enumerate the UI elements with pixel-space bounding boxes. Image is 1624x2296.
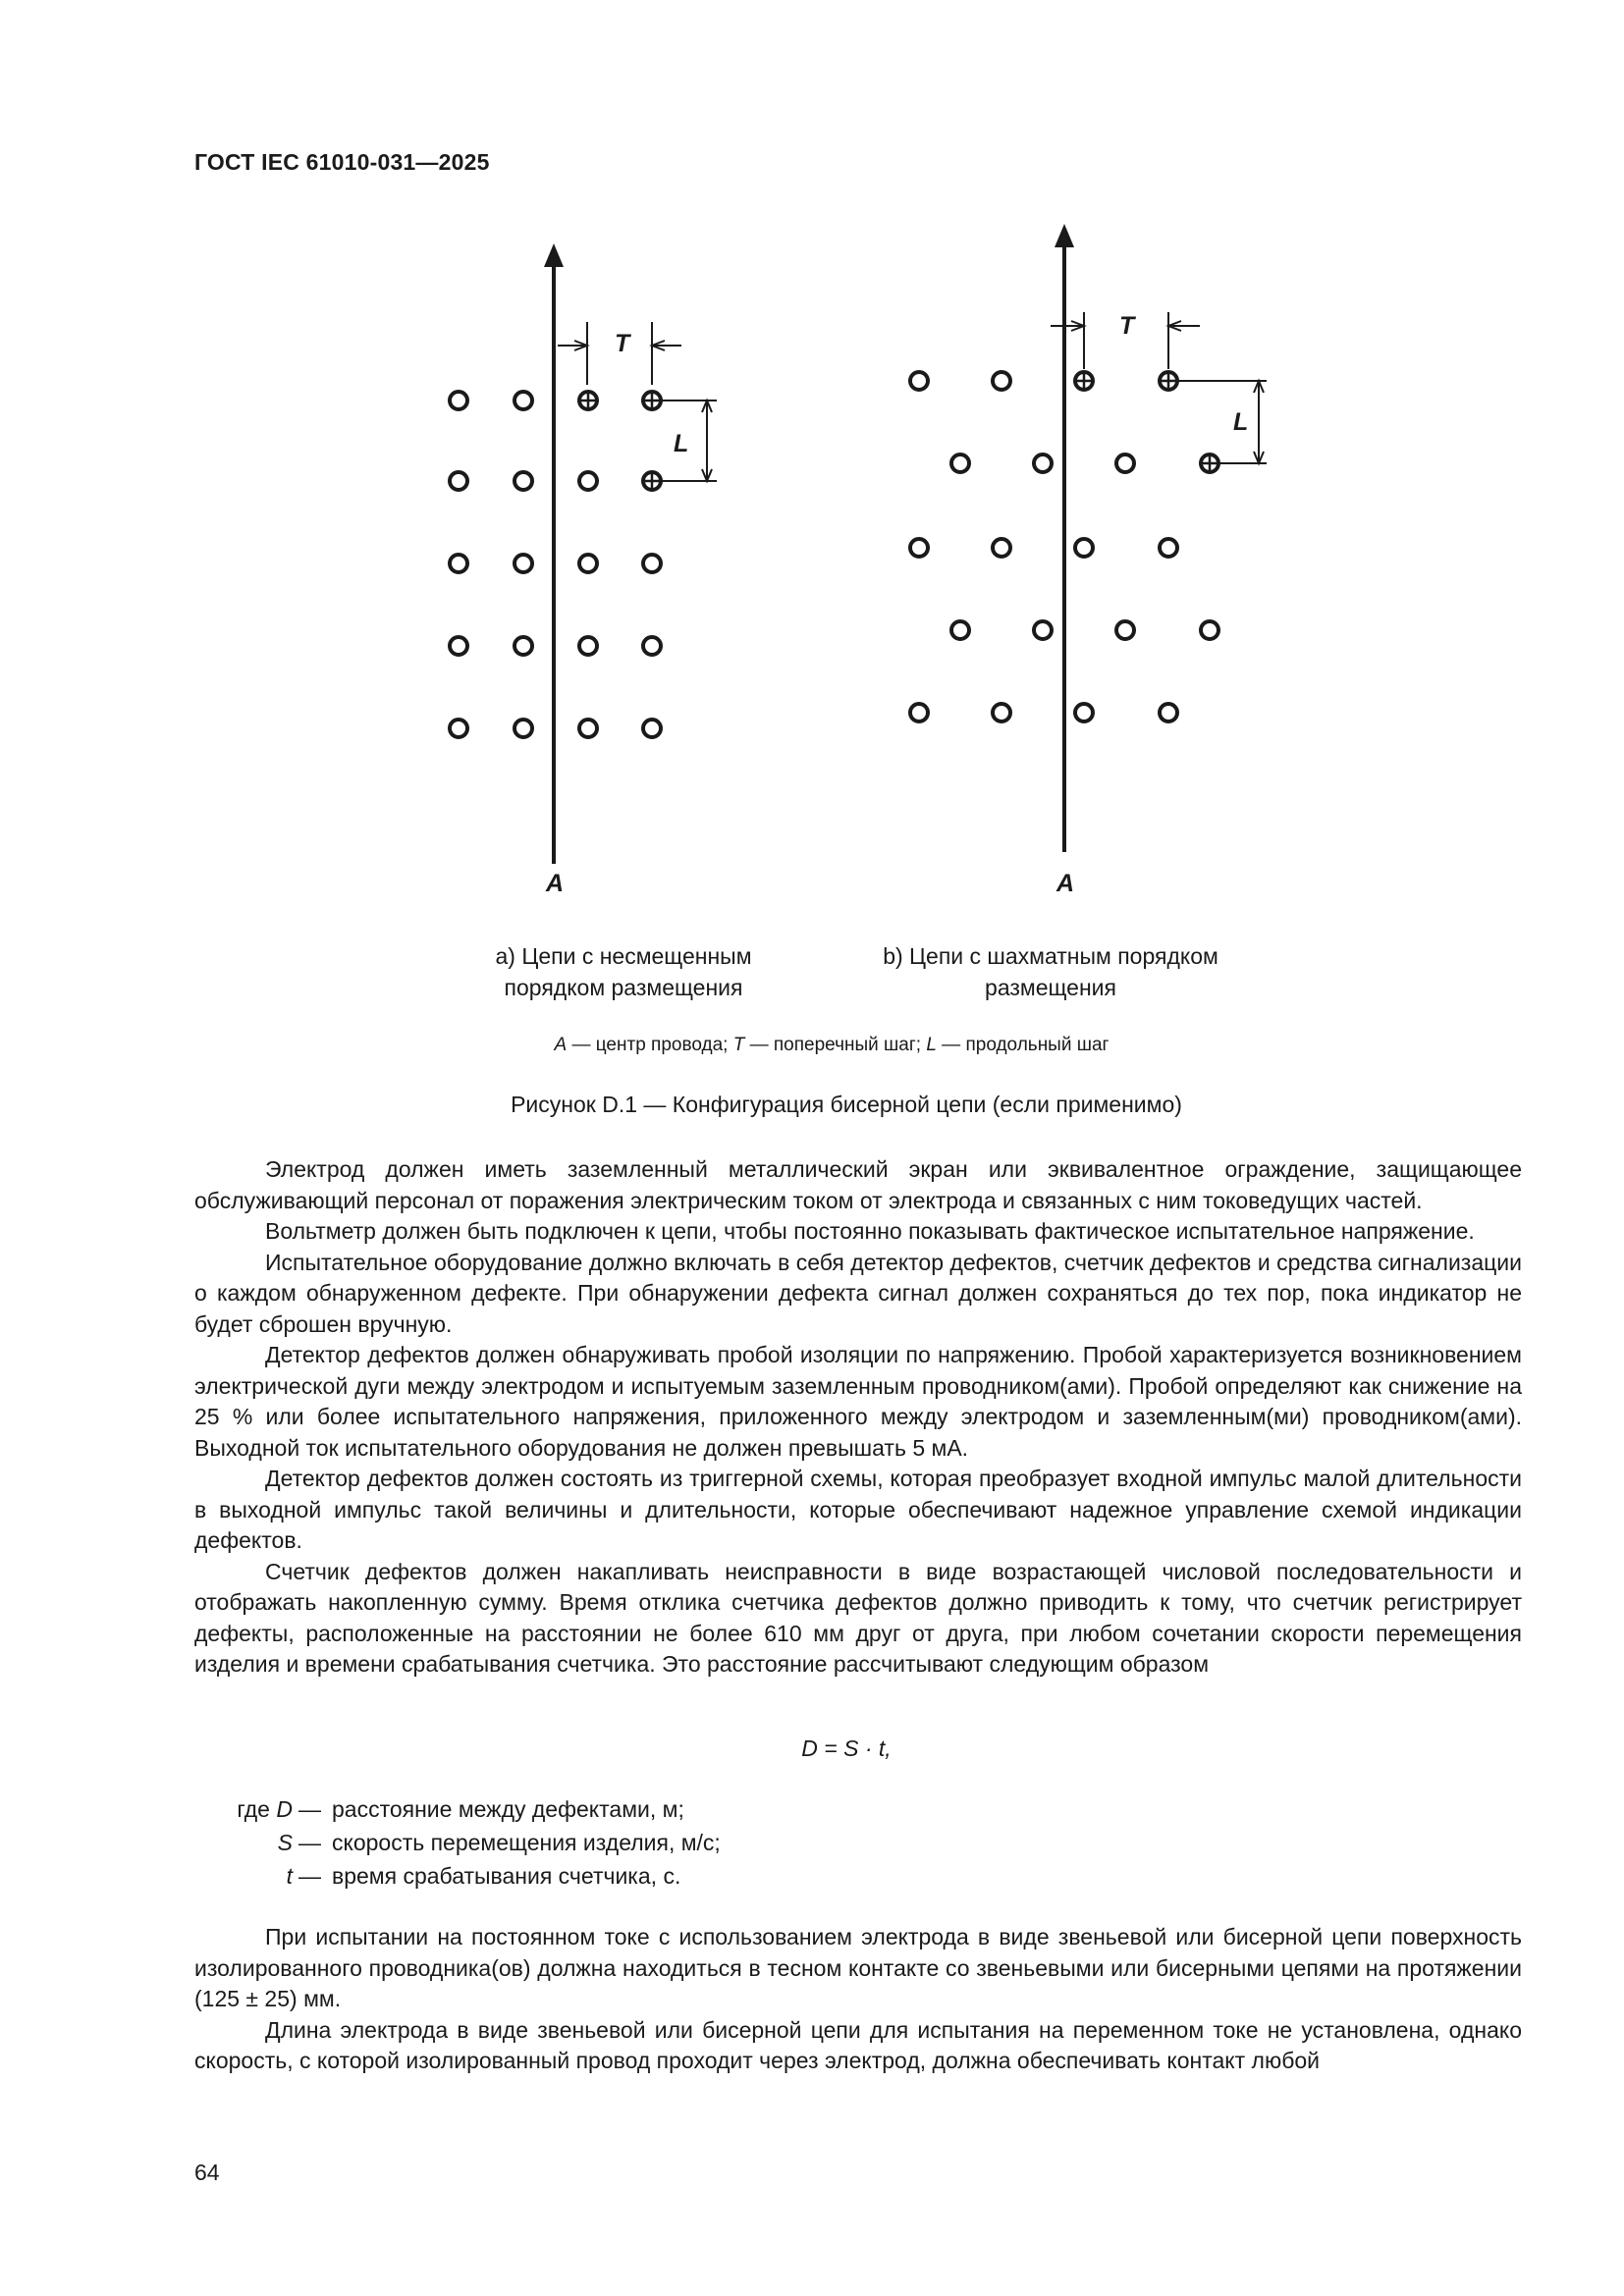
label-t-b: T: [1119, 312, 1135, 340]
bead-icon: [1201, 621, 1218, 639]
variable-symbol: S: [277, 1830, 293, 1855]
definition-row: где D — расстояние между дефектами, м;: [194, 1792, 721, 1826]
legend-text-t: — поперечный шаг;: [744, 1035, 927, 1055]
bead-icon: [643, 555, 661, 572]
subcaption-a: a) Цепи с несмещенным порядком размещения: [495, 943, 752, 1000]
legend-text-a: — центр провода;: [567, 1035, 733, 1055]
bead-icon: [514, 720, 532, 737]
bead-icon: [1034, 621, 1052, 639]
variable-symbol: D: [276, 1796, 293, 1822]
diagram-b: [910, 224, 1267, 897]
paragraph: Электрод должен иметь заземленный металлический экран или эквивалентное ограждение, защищающее обслуживающий персонал от поражения электрическим током от электрода и связанных с ним токоведущих частей.: [194, 1156, 1522, 1213]
legend-symbol-l: L: [926, 1035, 937, 1055]
subcaption-b: b) Цепи с шахматным порядком размещения: [883, 943, 1218, 1000]
bead-icon: [993, 372, 1010, 390]
diagram-a: [450, 243, 717, 897]
bead-icon: [450, 555, 467, 572]
variable-definitions: [194, 1792, 721, 1893]
bead-icon: [579, 555, 597, 572]
paragraph: Детектор дефектов должен состоять из триггерной схемы, которая преобразует входной импульс малой длительности в выходной импульс такой величины и длительности, которые обеспечивают надежное управление схемой индикации дефектов.: [194, 1466, 1522, 1553]
bead-icon: [450, 720, 467, 737]
where-prefix: где: [237, 1796, 277, 1822]
bead-icon: [450, 472, 467, 490]
bead-icon: [993, 704, 1010, 721]
figure-title: Рисунок D.1 — Конфигурация бисерной цепи (если применимо): [511, 1092, 1182, 1117]
bead-icon: [579, 720, 597, 737]
legend-text-l: — продольный шаг: [936, 1035, 1110, 1055]
figure-d1: [0, 0, 1624, 1117]
variable-symbol: t: [286, 1863, 293, 1889]
paragraph: При испытании на постоянном токе с использованием электрода в виде звеньевой или бисерной цепи поверхность изолированного проводника(ов) должна находиться в тесном контакте со звеньевыми или бисерными цепями на протяжении (125 ± 25) мм.: [194, 1924, 1522, 2011]
paragraph: Вольтметр должен быть подключен к цепи, чтобы постоянно показывать фактическое испытательное напряжение.: [265, 1218, 1475, 1244]
bead-icon: [643, 720, 661, 737]
bead-icon: [579, 637, 597, 655]
axis-label-b: A: [1056, 870, 1075, 897]
bead-icon: [1160, 539, 1177, 557]
body-text: [194, 1154, 1522, 1681]
paragraph: Счетчик дефектов должен накапливать неисправности в виде возрастающей числовой последовательности и отображать накопленную сумму. Время отклика счетчика дефектов должно приводить к тому, что счетчик регистрирует дефекты, расположенные на расстоянии не более 610 мм друг от друга, при любом сочетании скорости перемещения изделия и времени срабатывания счетчика. Это расстояние рассчитывают следующим образом: [194, 1558, 1522, 1677]
bead-icon: [450, 392, 467, 409]
bead-icon: [951, 621, 969, 639]
legend-symbol-a: A: [554, 1035, 568, 1055]
bead-icon: [514, 392, 532, 409]
formula: D = S · t,: [801, 1735, 892, 1761]
bead-icon: [993, 539, 1010, 557]
axis-label-a: A: [546, 870, 565, 897]
bead-icon: [1160, 704, 1177, 721]
bead-icon: [643, 637, 661, 655]
bead-chain-diagram: [0, 0, 1624, 1060]
bead-icon: [1075, 539, 1093, 557]
paragraph: Испытательное оборудование должно включать в себя детектор дефектов, счетчик дефектов и средства сигнализации о каждом обнаруженном дефекте. При обнаружении дефекта сигнал должен сохраняться до тех пор, пока индикатор не будет сброшен вручную.: [194, 1249, 1522, 1337]
bead-icon: [910, 372, 928, 390]
bead-icon: [514, 637, 532, 655]
label-t-a: T: [615, 330, 630, 357]
paragraph: Длина электрода в виде звеньевой или бисерной цепи для испытания на переменном токе не установлена, однако скорость, с которой изолированный провод проходит через электрод, должна обеспечивать контакт любой: [194, 2016, 1522, 2073]
bead-icon: [1116, 454, 1134, 472]
label-l-a: L: [674, 430, 689, 457]
definition-row: S — скорость перемещения изделия, м/с;: [194, 1826, 721, 1859]
arrow-up-icon: [1055, 224, 1074, 247]
bead-icon: [579, 472, 597, 490]
bead-icon: [910, 704, 928, 721]
variable-description: расстояние между дефектами, м;: [332, 1796, 684, 1822]
bead-icon: [910, 539, 928, 557]
legend-symbol-t: T: [732, 1035, 745, 1055]
bead-icon: [514, 555, 532, 572]
arrow-up-icon: [544, 243, 564, 267]
body-text-continued: [194, 1922, 1522, 2077]
document-header: ГОСТ IEC 61010-031—2025: [194, 149, 490, 175]
definition-row: t — время срабатывания счетчика, с.: [194, 1859, 721, 1893]
bead-icon: [1034, 454, 1052, 472]
bead-icon: [1075, 704, 1093, 721]
figure-legend: [0, 1035, 1624, 1056]
variable-description: скорость перемещения изделия, м/с;: [332, 1830, 721, 1855]
paragraph: Детектор дефектов должен обнаруживать пробой изоляции по напряжению. Пробой характеризуется возникновением электрической дуги между электродом и испытуемым заземленным проводником(ами). Пробой определяют как снижение на 25 % или более испытательного напряжения, приложенного между электродом и заземленным(ми) проводником(ами). Выходной ток испытательного оборудования не должен превышать 5 мА.: [194, 1342, 1522, 1461]
page-number: 64: [194, 2160, 220, 2185]
bead-icon: [450, 637, 467, 655]
label-l-b: L: [1233, 408, 1249, 436]
bead-icon: [1116, 621, 1134, 639]
bead-icon: [951, 454, 969, 472]
variable-description: время срабатывания счетчика, с.: [332, 1863, 681, 1889]
bead-icon: [514, 472, 532, 490]
